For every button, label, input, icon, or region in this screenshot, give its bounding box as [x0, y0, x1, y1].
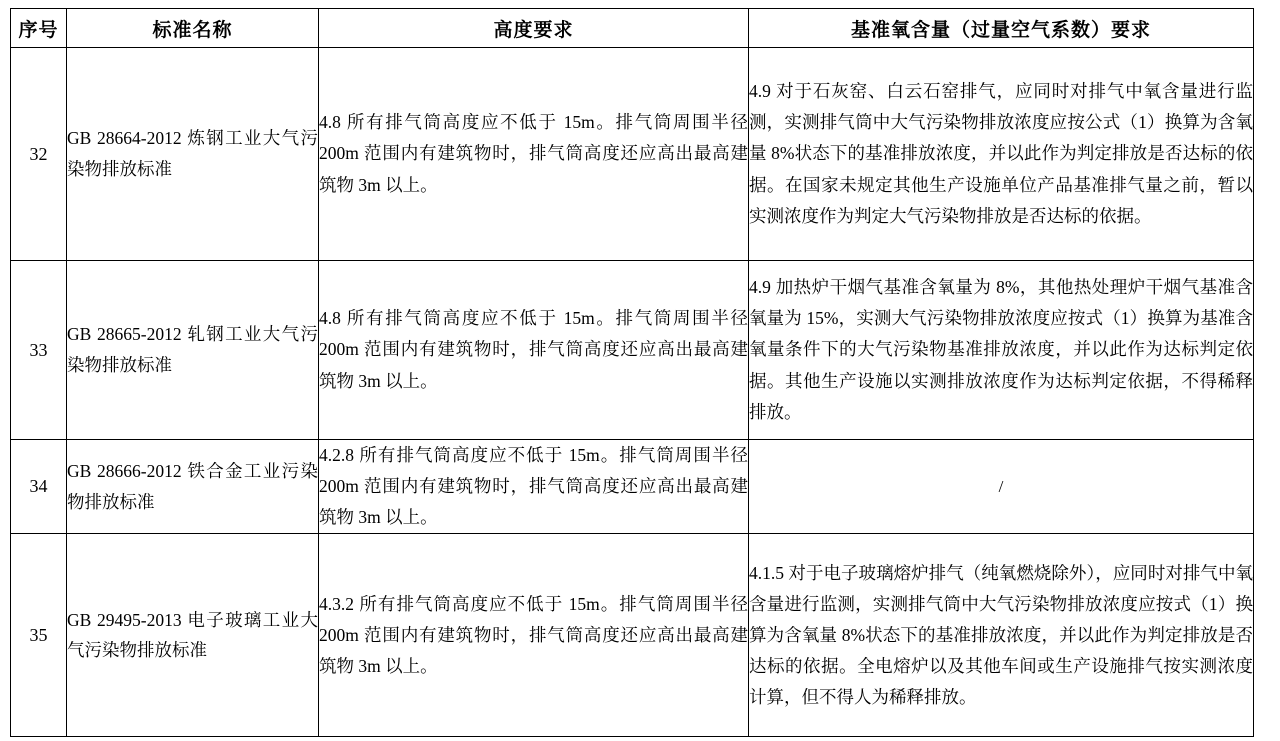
row-number: 35: [11, 534, 67, 737]
table-row: [11, 534, 1254, 737]
oxygen-requirement: 4.9 对于石灰窑、白云石窑排气，应同时对排气中氧含量进行监测，实测排气筒中大气污染物排放浓度应按公式（1）换算为含氧量 8%状态下的基准排放浓度，并以此作为判定排放是否达标的依据。在国家未规定其他生产设施单位产品基准排气量之前，暂以实测浓度作为判定大气污染物排放是否达标的依据。: [749, 48, 1254, 261]
header-name: 标准名称: [67, 9, 319, 48]
standard-name: GB 28665-2012 轧钢工业大气污染物排放标准: [67, 261, 319, 440]
height-requirement: 4.2.8 所有排气筒高度应不低于 15m。排气筒周围半径 200m 范围内有建筑物时，排气筒高度还应高出最高建筑物 3m 以上。: [319, 440, 749, 534]
row-number: 34: [11, 440, 67, 534]
table-row: [11, 48, 1254, 261]
standard-name: GB 28666-2012 铁合金工业污染物排放标准: [67, 440, 319, 534]
height-requirement: 4.8 所有排气筒高度应不低于 15m。排气筒周围半径 200m 范围内有建筑物时，排气筒高度还应高出最高建筑物 3m 以上。: [319, 261, 749, 440]
standard-name: GB 28664-2012 炼钢工业大气污染物排放标准: [67, 48, 319, 261]
table-header: [11, 9, 1254, 48]
table-body: [11, 48, 1254, 737]
oxygen-requirement: /: [749, 440, 1254, 534]
table-header-row: [11, 9, 1254, 48]
oxygen-requirement: 4.1.5 对于电子玻璃熔炉排气（纯氧燃烧除外），应同时对排气中氧含量进行监测，实测排气筒中大气污染物排放浓度应按式（1）换算为含氧量 8%状态下的基准排放浓度，并以此作为判定排放是否达标的依据。全电熔炉以及其他车间或生产设施排气按实测浓度计算，但不得人为稀释排放。: [749, 534, 1254, 737]
row-number: 32: [11, 48, 67, 261]
table-row: [11, 440, 1254, 534]
header-no: 序号: [11, 9, 67, 48]
document-page: [0, 8, 1280, 741]
header-height: 高度要求: [319, 9, 749, 48]
standard-name: GB 29495-2013 电子玻璃工业大气污染物排放标准: [67, 534, 319, 737]
height-requirement: 4.8 所有排气筒高度应不低于 15m。排气筒周围半径 200m 范围内有建筑物时，排气筒高度还应高出最高建筑物 3m 以上。: [319, 48, 749, 261]
oxygen-requirement: 4.9 加热炉干烟气基准含氧量为 8%，其他热处理炉干烟气基准含氧量为 15%，实测大气污染物排放浓度应按式（1）换算为基准含氧量条件下的大气污染物基准排放浓度，并以此作为达标判定依据。其他生产设施以实测排放浓度作为达标判定依据，不得稀释排放。: [749, 261, 1254, 440]
table-row: [11, 261, 1254, 440]
height-requirement: 4.3.2 所有排气筒高度应不低于 15m。排气筒周围半径 200m 范围内有建筑物时，排气筒高度还应高出最高建筑物 3m 以上。: [319, 534, 749, 737]
header-oxygen: 基准氧含量（过量空气系数）要求: [749, 9, 1254, 48]
standards-table: [10, 8, 1254, 737]
row-number: 33: [11, 261, 67, 440]
